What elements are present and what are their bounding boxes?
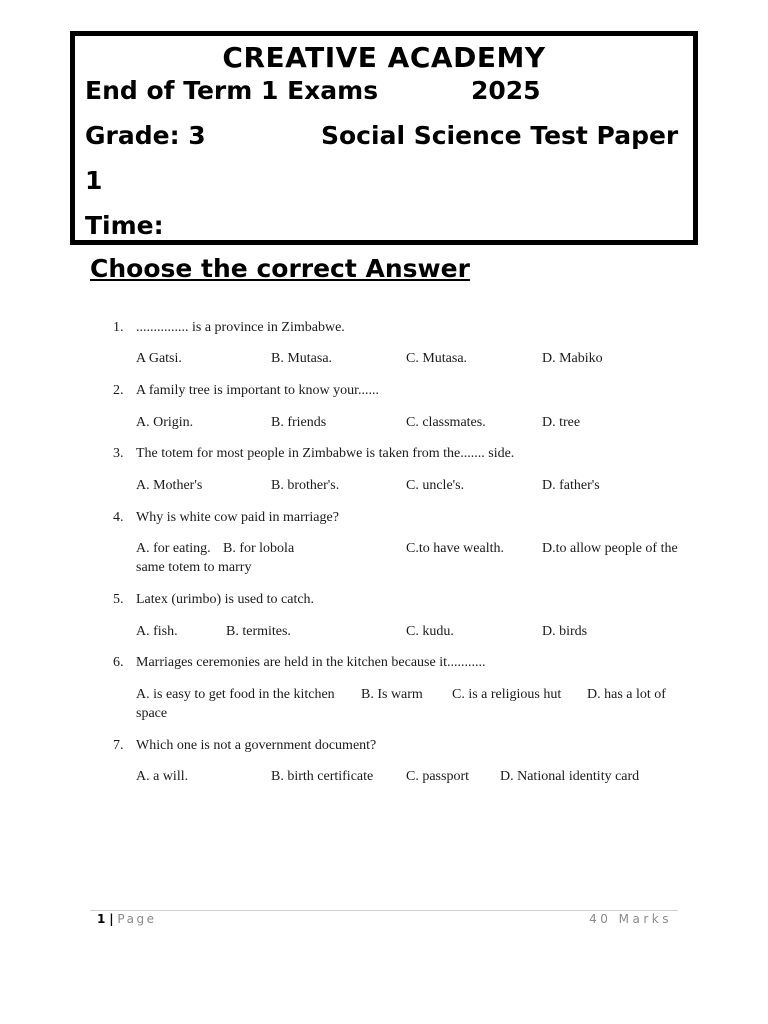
option-a: A Gatsi. [136,351,182,366]
option-c: C. kudu. [406,624,454,639]
option-continuation: space [136,706,168,721]
page-number: 1 [97,912,106,926]
question-number: 5. [113,592,124,607]
option-b: B. termites. [226,624,291,639]
page-footer [97,912,156,926]
question-text: Which one is not a government document? [136,738,377,753]
question-text: Why is white cow paid in marriage? [136,510,339,525]
option-c: C. is a religious hut [452,687,562,702]
option-a: A. Origin. [136,415,194,430]
option-d: D. National identity card [500,769,640,784]
exam-header-box [70,31,698,245]
option-d: D. Mabiko [542,351,603,366]
question-text: Latex (urimbo) is used to catch. [136,592,315,607]
option-b: B. Is warm [361,687,423,702]
option-c: C. passport [406,769,469,784]
subject-title: Social Science Test Paper [321,121,679,150]
option-b: B. Mutasa. [271,351,333,366]
section-title: Choose the correct Answer [90,254,470,283]
grade-line [85,121,679,150]
option-d: D.to allow people of the [542,541,678,556]
option-d: D. father's [542,478,600,493]
option-a: A. Mother's [136,478,203,493]
exam-name: End of Term 1 Exams [85,76,379,105]
option-b: B. friends [271,415,327,430]
paper-number: 1 [85,166,103,195]
question-number: 6. [113,655,124,670]
question-text: The totem for most people in Zimbabwe is taken from the....... side. [136,446,515,461]
option-continuation: same totem to marry [136,560,252,575]
option-b: B. for lobola [223,541,295,556]
time-label: Time: [85,211,164,240]
footer-divider [90,910,678,911]
option-d: D. tree [542,415,581,430]
option-b: B. birth certificate [271,769,374,784]
page-word: Page [117,912,157,926]
option-a: A. fish. [136,624,178,639]
option-c: C. classmates. [406,415,486,430]
option-a: A. a will. [136,769,189,784]
question-number: 2. [113,383,124,398]
question-number: 1. [113,320,124,335]
option-c: C. uncle's. [406,478,465,493]
option-b: B. brother's. [271,478,340,493]
question-number: 7. [113,738,124,753]
question-text: ............... is a province in Zimbabwe. [136,320,345,335]
grade-label: Grade: 3 [85,121,206,150]
option-d: D. has a lot of [587,687,666,702]
question-number: 3. [113,446,124,461]
option-a: A. is easy to get food in the kitchen [136,687,335,702]
question-text: Marriages ceremonies are held in the kitchen because it........... [136,655,486,670]
question-number: 4. [113,510,124,525]
option-c: C.to have wealth. [406,541,504,556]
school-name: CREATIVE ACADEMY [222,41,546,74]
question-text: A family tree is important to know your...... [136,383,380,398]
option-c: C. Mutasa. [406,351,468,366]
option-a: A. for eating. [136,541,211,556]
total-marks: 40 Marks [589,912,672,926]
exam-year: 2025 [471,76,541,105]
option-d: D. birds [542,624,588,639]
exam-line [85,76,541,105]
footer-separator: | [109,912,114,926]
